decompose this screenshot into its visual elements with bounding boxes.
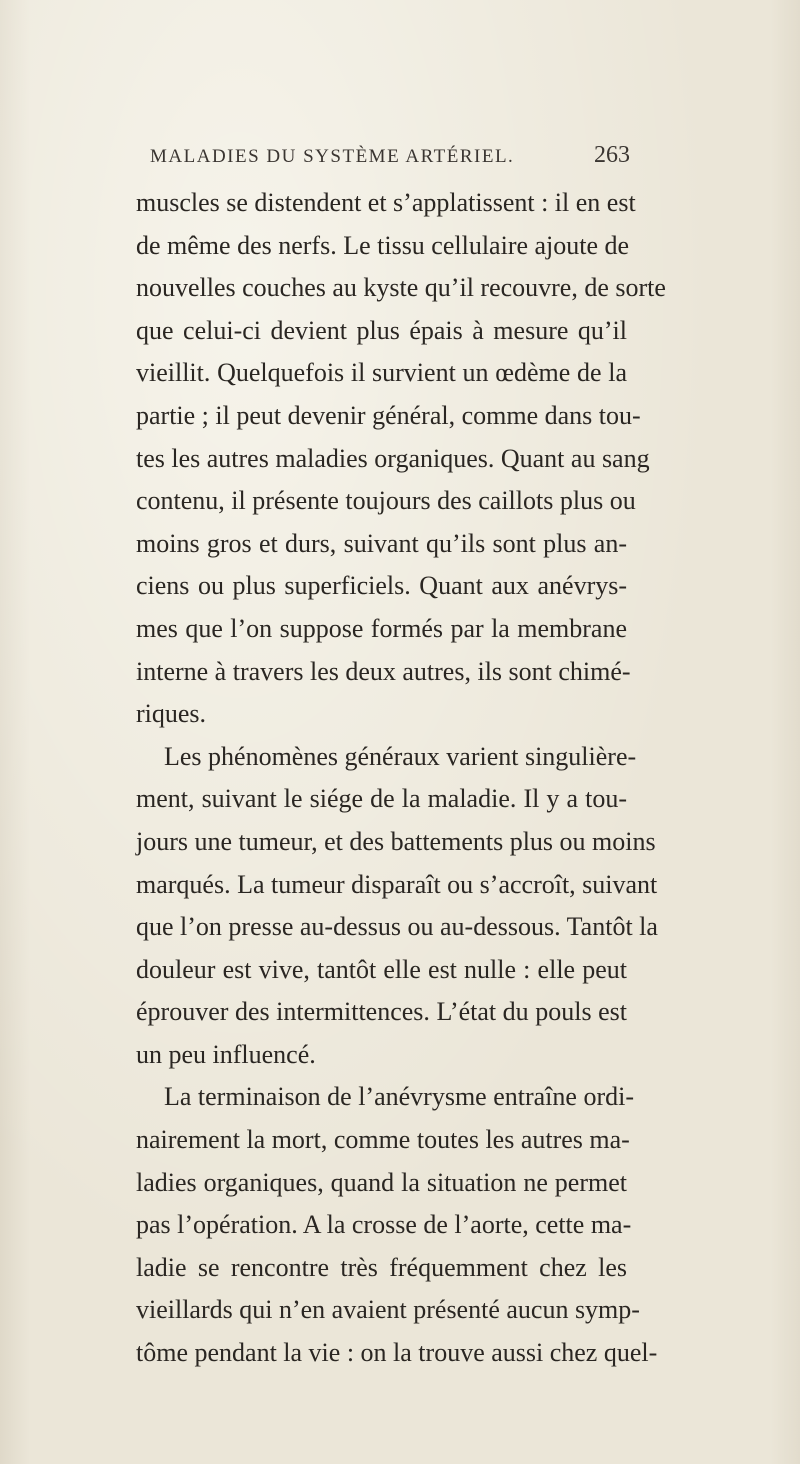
text-line: pas l’opération. A la crosse de l’aorte, cette ma- xyxy=(136,1210,632,1240)
text-line: que l’on presse au-dessus ou au-dessous. Tantôt la xyxy=(136,912,658,942)
body-text xyxy=(136,182,666,1375)
text-line: tôme pendant la vie : on la trouve aussi chez quel- xyxy=(136,1338,658,1368)
text-line: un peu influencé. xyxy=(136,1039,316,1069)
text-line: moins gros et durs, suivant qu’ils sont plus an- xyxy=(136,528,627,558)
text-line: éprouver des intermittences. L’état du pouls est xyxy=(136,997,627,1027)
text-line: tes les autres maladies organiques. Quant au sang xyxy=(136,443,650,473)
page-number: 263 xyxy=(594,142,630,168)
text-line: ciens ou plus superficiels. Quant aux anévrys- xyxy=(136,571,627,601)
text-line: vieillit. Quelquefois il survient un œdème de la xyxy=(136,358,627,388)
text-line: interne à travers les deux autres, ils sont chimé- xyxy=(136,656,631,686)
text-line: nairement la mort, comme toutes les autres ma- xyxy=(136,1125,630,1155)
text-line: muscles se distendent et s’applatissent : il en est xyxy=(136,188,636,217)
text-line: ment, suivant le siége de la maladie. Il y a tou- xyxy=(136,784,627,814)
text-line: riques. xyxy=(136,699,207,729)
text-line: ladies organiques, quand la situation ne permet xyxy=(136,1167,627,1197)
text-line: douleur est vive, tantôt elle est nulle : elle peut xyxy=(136,954,627,984)
text-line: vieillards qui n’en avaient présenté aucun symp- xyxy=(136,1295,640,1325)
text-line: nouvelles couches au kyste qu’il recouvre, de sorte xyxy=(136,273,666,303)
text-line: marqués. La tumeur disparaît ou s’accroît, suivant xyxy=(136,869,658,899)
text-line: mes que l’on suppose formés par la membrane xyxy=(136,613,627,643)
page-header xyxy=(150,142,630,169)
text-line: Les phénomènes généraux varient singulière- xyxy=(164,741,637,771)
text-line: La terminaison de l’anévrysme entraîne ordi- xyxy=(164,1082,634,1112)
text-line: que celui-ci devient plus épais à mesure qu’il xyxy=(136,315,627,345)
text-line: partie ; il peut devenir général, comme dans tou- xyxy=(136,400,641,430)
text-line: contenu, il présente toujours des caillots plus ou xyxy=(136,486,636,516)
text-line: ladie se rencontre très fréquemment chez les xyxy=(136,1252,627,1282)
text-line: de même des nerfs. Le tissu cellulaire ajoute de xyxy=(136,230,630,260)
running-title: MALADIES DU SYSTÈME ARTÉRIEL. xyxy=(150,146,515,167)
text-line: jours une tumeur, et des battements plus ou moins xyxy=(136,826,656,856)
